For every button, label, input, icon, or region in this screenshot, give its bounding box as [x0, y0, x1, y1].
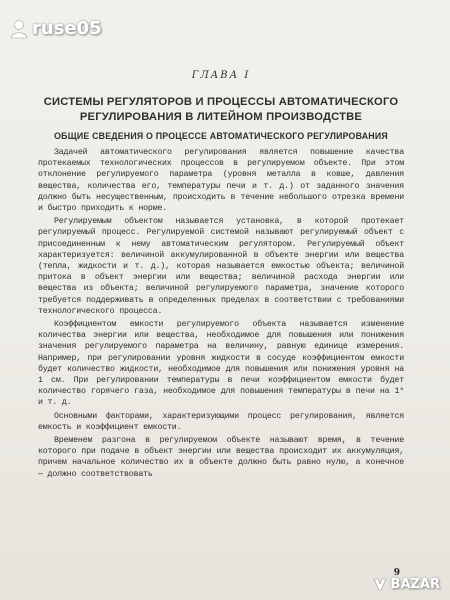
- watermark: [10, 18, 102, 39]
- page-content: [38, 70, 404, 480]
- paragraph-1: Задачей автоматического регулирования является повышение качества протекаемых технологических процессов в регулируемом объекте. При этом отклонение регулируемого параметра (уровня металла в ковше, давления вещества, количества его, температуры печи и т. д.) от заданного значения должно быть несущественным, происходить в течение небольшого отрезка времени и быстро приходить к норме.: [38, 148, 404, 214]
- bazar-text: BAZAR: [390, 576, 440, 592]
- chapter-label: ГЛАВА I: [191, 70, 251, 81]
- user-icon: [10, 19, 28, 39]
- chapter-title: СИСТЕМЫ РЕГУЛЯТОРОВ И ПРОЦЕССЫ АВТОМАТИЧЕСКОГО РЕГУЛИРОВАНИЯ В ЛИТЕЙНОМ ПРОИЗВОДСТВЕ: [43, 96, 399, 123]
- page-number: 9: [393, 568, 400, 578]
- bazar-watermark: [372, 576, 440, 592]
- paragraph-5: Временем разгона в регулируемом объекте называют время, в течение которого при подаче в объект энергии или вещества происходит их аккумуляция, причем начальное количество их в объекте должно быть равно нулю, а конечное — должно соответствовать: [38, 436, 404, 479]
- section-subtitle: ОБЩИЕ СВЕДЕНИЯ О ПРОЦЕССЕ АВТОМАТИЧЕСКОГО РЕГУЛИРОВАНИЯ: [54, 131, 388, 141]
- paragraph-2: Регулируемым объектом называется установка, в которой протекает регулируемый процесс. Регулируемой системой называют регулируемый объект с присоединенным к нему автоматическим регулятором. Регулируемый объект характеризуется: величиной аккумулированной в объекте энергии или вещества (тепла, жидкости и т. д.), которая называется емкостью объекта; величиной притока в объект энергии или вещества; величиной расхода энергии или вещества из объекта; величиной регулируемого параметра, значение которого требуется поддерживать в определенных пределах в соответствии с требованиями технологического процесса.: [38, 217, 404, 316]
- paragraph-4: Основными факторами, характеризующими процесс регулирования, является емкость и коэффициент емкости.: [38, 411, 404, 432]
- paragraph-3: Коэффициентом емкости регулируемого объекта называется изменение количества энергии или вещества, необходимое для повышения или понижения значения регулируемого параметра на величину, равную единице измерения. Например, при регулировании уровня жидкости в сосуде коэффициентом емкости будет количество жидкости, необходимое для повышения или понижения уровня на 1 см. При регулировании температуры в печи коэффициентом емкости будет количество горячего газа, необходимое для повышения температуры в печи на 1° и т. д.: [38, 320, 404, 408]
- bazar-logo-icon: [372, 576, 388, 592]
- watermark-text: ruse05: [32, 18, 102, 39]
